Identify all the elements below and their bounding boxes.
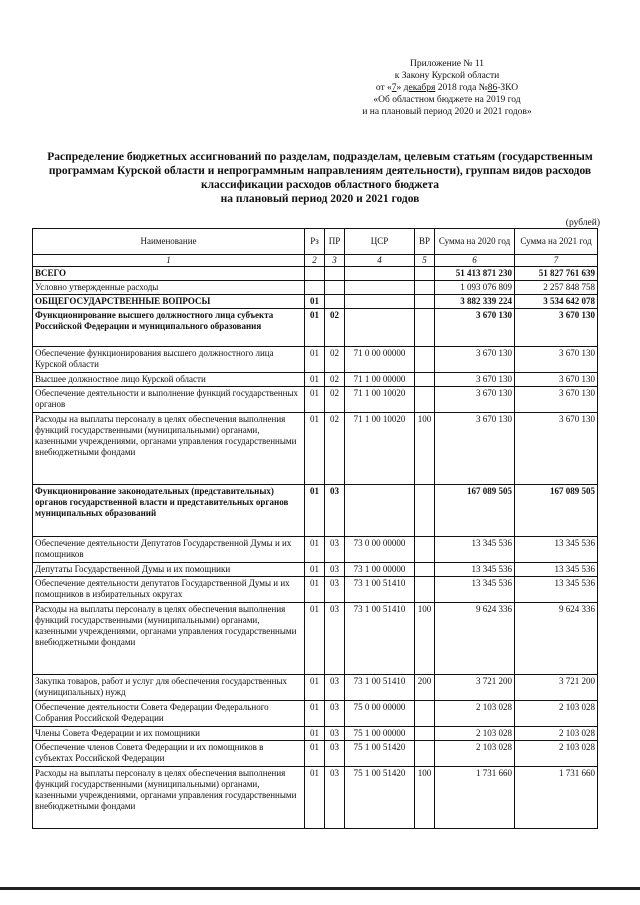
cell-rz: 01	[305, 767, 325, 829]
cell-csr: 71 0 00 00000	[345, 347, 415, 373]
cell-rz: 01	[305, 727, 325, 741]
cell-vr	[415, 563, 435, 577]
cell-sum-2021: 2 103 028	[515, 701, 598, 727]
cell-sum-2021: 2 103 028	[515, 741, 598, 767]
title-line: классификации расходов областного бюджета	[200, 179, 440, 191]
cell-sum-2021: 3 670 130	[515, 387, 598, 413]
cell-sum-2021: 51 827 761 639	[515, 267, 598, 281]
table-row	[33, 741, 598, 767]
units-label: (рублей)	[565, 218, 600, 228]
cell-rz: 01	[305, 701, 325, 727]
cell-vr	[415, 309, 435, 347]
cell-csr: 71 1 00 10020	[345, 413, 415, 485]
cell-rz: 01	[305, 577, 325, 603]
cell-pr: 02	[325, 387, 345, 413]
cell-vr	[415, 485, 435, 537]
cell-name: Расходы на выплаты персоналу в целях обеспечения выполнения функций государственными (муниципальными) органами, казенными учреждениями, органами управления государственными внебюджетными фондами	[33, 413, 305, 485]
cell-sum-2020: 1 731 660	[435, 767, 515, 829]
cell-pr	[325, 267, 345, 281]
cell-sum-2021: 3 721 200	[515, 675, 598, 701]
cell-csr: 75 1 00 51420	[345, 767, 415, 829]
table-row	[33, 563, 598, 577]
cell-pr: 02	[325, 347, 345, 373]
cell-sum-2020: 13 345 536	[435, 537, 515, 563]
cell-csr: 75 0 00 00000	[345, 701, 415, 727]
title-line: на плановый период 2020 и 2021 годов	[220, 193, 420, 205]
cell-sum-2021: 13 345 536	[515, 537, 598, 563]
cell-sum-2020: 3 670 130	[435, 347, 515, 373]
cell-csr: 71 1 00 10020	[345, 387, 415, 413]
cell-pr: 02	[325, 413, 345, 485]
cell-sum-2020: 1 093 076 809	[435, 281, 515, 295]
cell-vr	[415, 701, 435, 727]
cell-sum-2020: 2 103 028	[435, 727, 515, 741]
cell-vr	[415, 373, 435, 387]
cell-vr	[415, 727, 435, 741]
table-row	[33, 373, 598, 387]
page-bottom-border	[0, 887, 640, 890]
cell-sum-2020: 3 882 339 224	[435, 295, 515, 309]
cell-pr	[325, 281, 345, 295]
cell-csr: 75 1 00 51420	[345, 741, 415, 767]
cell-sum-2020: 13 345 536	[435, 563, 515, 577]
cell-sum-2020: 9 624 336	[435, 603, 515, 675]
cell-name: Обеспечение членов Совета Федерации и их помощников в субъектах Российской Федерации	[33, 741, 305, 767]
appendix-line: к Закону Курской области	[394, 71, 500, 81]
cell-pr: 03	[325, 603, 345, 675]
column-number: 7	[515, 255, 598, 267]
cell-csr: 71 1 00 00000	[345, 373, 415, 387]
column-number: 5	[415, 255, 435, 267]
column-number: 2	[305, 255, 325, 267]
appendix-line: «Об областном бюджете на 2019 год	[373, 95, 521, 105]
cell-vr: 100	[415, 767, 435, 829]
cell-csr: 73 1 00 00000	[345, 563, 415, 577]
appendix-note	[332, 58, 562, 118]
cell-sum-2020: 13 345 536	[435, 577, 515, 603]
cell-rz: 01	[305, 563, 325, 577]
cell-sum-2021: 2 103 028	[515, 727, 598, 741]
cell-rz: 01	[305, 295, 325, 309]
table-row	[33, 267, 598, 281]
cell-pr: 03	[325, 537, 345, 563]
cell-sum-2020: 3 721 200	[435, 675, 515, 701]
cell-sum-2021: 2 257 848 758	[515, 281, 598, 295]
cell-name: Закупка товаров, работ и услуг для обеспечения государственных (муниципальных) нужд	[33, 675, 305, 701]
budget-table	[32, 228, 598, 829]
column-numbers-row	[33, 255, 598, 267]
law-day: 7	[391, 83, 397, 93]
cell-sum-2020: 3 670 130	[435, 413, 515, 485]
cell-sum-2021: 1 731 660	[515, 767, 598, 829]
cell-vr	[415, 267, 435, 281]
table-row	[33, 413, 598, 485]
cell-rz	[305, 281, 325, 295]
header-name: Наименование	[33, 229, 305, 255]
cell-vr	[415, 577, 435, 603]
title-line: программам Курской области и непрограммным направлениям деятельности), группам видов расходов	[48, 165, 592, 177]
cell-csr: 73 0 00 00000	[345, 537, 415, 563]
column-number: 1	[33, 255, 305, 267]
cell-sum-2021: 9 624 336	[515, 603, 598, 675]
cell-csr: 73 1 00 51410	[345, 675, 415, 701]
header-sum-2021: Сумма на 2021 год	[515, 229, 598, 255]
cell-sum-2021: 13 345 536	[515, 577, 598, 603]
cell-rz: 01	[305, 537, 325, 563]
cell-vr	[415, 741, 435, 767]
cell-sum-2021: 167 089 505	[515, 485, 598, 537]
cell-sum-2020: 167 089 505	[435, 485, 515, 537]
cell-rz: 01	[305, 675, 325, 701]
cell-sum-2020: 2 103 028	[435, 741, 515, 767]
cell-name: Обеспечение деятельности и выполнение функций государственных органов	[33, 387, 305, 413]
cell-name: Обеспечение деятельности Совета Федерации Федерального Собрания Российской Федерации	[33, 701, 305, 727]
column-number: 3	[325, 255, 345, 267]
cell-rz: 01	[305, 373, 325, 387]
cell-sum-2020: 51 413 871 230	[435, 267, 515, 281]
cell-rz: 01	[305, 485, 325, 537]
cell-pr: 03	[325, 767, 345, 829]
cell-name: ВСЕГО	[33, 267, 305, 281]
cell-csr	[345, 267, 415, 281]
cell-pr: 02	[325, 373, 345, 387]
law-month: декабря	[403, 83, 436, 93]
cell-name: Обеспечение функционирования высшего должностного лица Курской области	[33, 347, 305, 373]
table-row	[33, 387, 598, 413]
appendix-law-date: от «7» декабря 2018 года №86-ЗКО	[375, 83, 519, 93]
appendix-line: и на плановый период 2020 и 2021 годов»	[362, 107, 532, 117]
document-title	[30, 150, 610, 206]
table-header-row	[33, 229, 598, 255]
cell-vr	[415, 295, 435, 309]
header-vr: ВР	[415, 229, 435, 255]
cell-csr	[345, 309, 415, 347]
cell-sum-2020: 2 103 028	[435, 701, 515, 727]
cell-name: Депутаты Государственной Думы и их помощники	[33, 563, 305, 577]
table-row	[33, 537, 598, 563]
cell-sum-2020: 3 670 130	[435, 373, 515, 387]
cell-sum-2021: 3 670 130	[515, 413, 598, 485]
cell-rz: 01	[305, 413, 325, 485]
header-rz: Рз	[305, 229, 325, 255]
table-row	[33, 675, 598, 701]
column-number: 4	[345, 255, 415, 267]
cell-rz: 01	[305, 387, 325, 413]
cell-sum-2020: 3 670 130	[435, 387, 515, 413]
cell-pr: 03	[325, 485, 345, 537]
cell-rz: 01	[305, 347, 325, 373]
cell-rz: 01	[305, 603, 325, 675]
cell-vr: 200	[415, 675, 435, 701]
cell-sum-2021: 3 670 130	[515, 347, 598, 373]
cell-sum-2021: 3 670 130	[515, 309, 598, 347]
cell-name: Функционирование высшего должностного лица субъекта Российской Федерации и муниципального образования	[33, 309, 305, 347]
title-line: Распределение бюджетных ассигнований по разделам, подразделам, целевым статьям (государственным	[47, 151, 593, 163]
table-row	[33, 347, 598, 373]
cell-rz	[305, 267, 325, 281]
cell-csr	[345, 485, 415, 537]
cell-pr: 03	[325, 563, 345, 577]
cell-name: Функционирование законодательных (представительных) органов государственной власти и представительных органов муниципальных образований	[33, 485, 305, 537]
cell-pr: 02	[325, 309, 345, 347]
header-sum-2020: Сумма на 2020 год	[435, 229, 515, 255]
cell-vr	[415, 281, 435, 295]
cell-rz: 01	[305, 741, 325, 767]
header-pr: ПР	[325, 229, 345, 255]
cell-pr: 03	[325, 727, 345, 741]
cell-csr: 73 1 00 51410	[345, 603, 415, 675]
table-row	[33, 485, 598, 537]
cell-name: ОБЩЕГОСУДАРСТВЕННЫЕ ВОПРОСЫ	[33, 295, 305, 309]
cell-pr: 03	[325, 577, 345, 603]
cell-vr	[415, 347, 435, 373]
cell-csr	[345, 295, 415, 309]
cell-csr: 73 1 00 51410	[345, 577, 415, 603]
table-row	[33, 603, 598, 675]
cell-name: Обеспечение деятельности депутатов Государственной Думы и их помощников в избирательных округах	[33, 577, 305, 603]
cell-sum-2020: 3 670 130	[435, 309, 515, 347]
cell-rz: 01	[305, 309, 325, 347]
cell-name: Члены Совета Федерации и их помощники	[33, 727, 305, 741]
cell-name: Условно утвержденные расходы	[33, 281, 305, 295]
cell-csr	[345, 281, 415, 295]
cell-sum-2021: 13 345 536	[515, 563, 598, 577]
cell-name: Высшее должностное лицо Курской области	[33, 373, 305, 387]
cell-name: Расходы на выплаты персоналу в целях обеспечения выполнения функций государственными (муниципальными) органами, казенными учреждениями, органами управления государственными внебюджетными фондами	[33, 767, 305, 829]
cell-sum-2021: 3 534 642 078	[515, 295, 598, 309]
cell-name: Расходы на выплаты персоналу в целях обеспечения выполнения функций государственными (муниципальными) органами, казенными учреждениями, органами управления государственными внебюджетными фондами	[33, 603, 305, 675]
cell-pr: 03	[325, 741, 345, 767]
table-row	[33, 767, 598, 829]
table-row	[33, 577, 598, 603]
cell-pr	[325, 295, 345, 309]
cell-vr: 100	[415, 413, 435, 485]
cell-vr	[415, 537, 435, 563]
cell-pr: 03	[325, 675, 345, 701]
cell-vr: 100	[415, 603, 435, 675]
law-number: 86	[487, 83, 498, 93]
cell-vr	[415, 387, 435, 413]
table-row	[33, 701, 598, 727]
cell-csr: 75 1 00 00000	[345, 727, 415, 741]
table-row	[33, 281, 598, 295]
table-row	[33, 309, 598, 347]
table-row	[33, 727, 598, 741]
cell-pr: 03	[325, 701, 345, 727]
cell-name: Обеспечение деятельности Депутатов Государственной Думы и их помощников	[33, 537, 305, 563]
column-number: 6	[435, 255, 515, 267]
header-csr: ЦСР	[345, 229, 415, 255]
appendix-line: Приложение № 11	[410, 59, 484, 69]
cell-sum-2021: 3 670 130	[515, 373, 598, 387]
table-row	[33, 295, 598, 309]
